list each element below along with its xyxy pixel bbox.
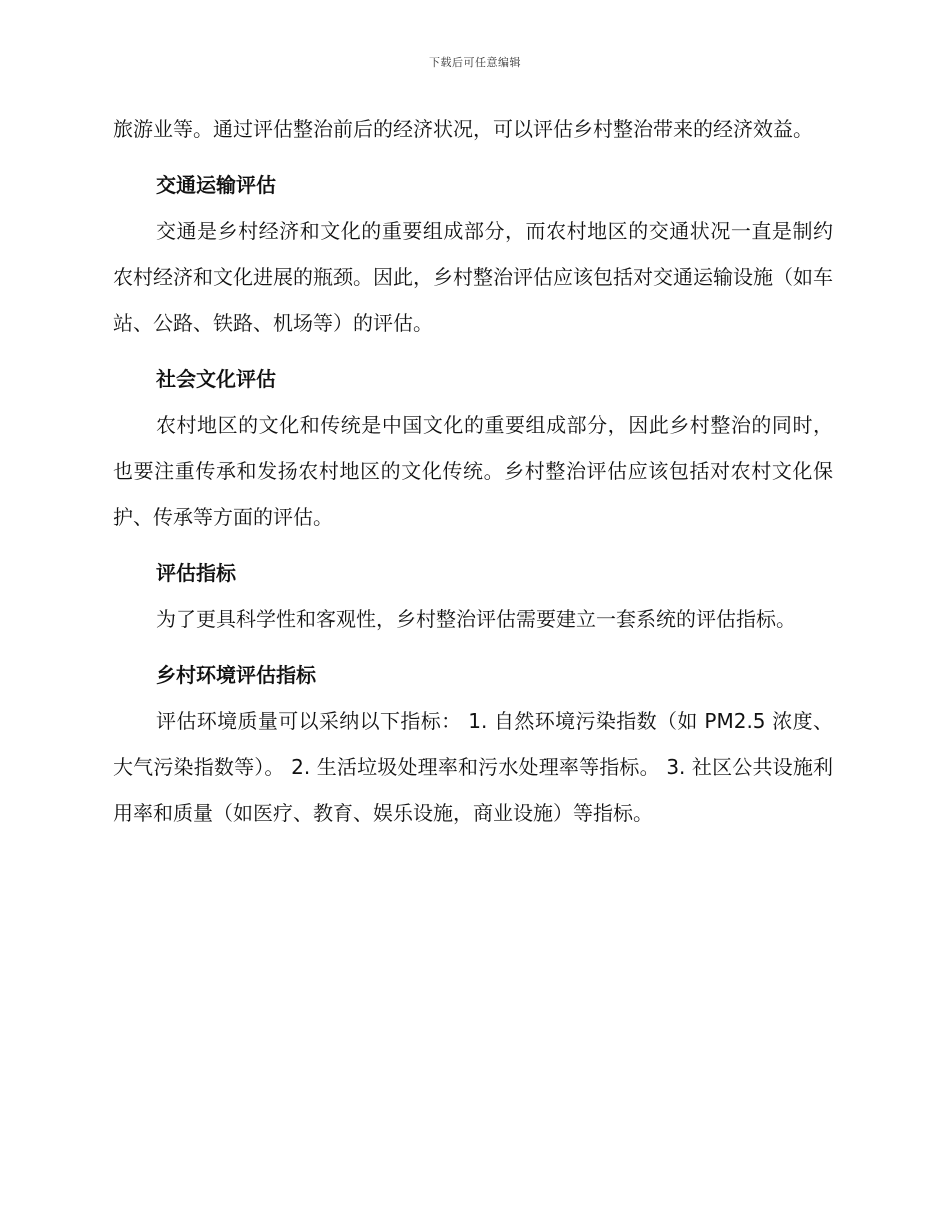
paragraph-environment-indicators: 评估环境质量可以采纳以下指标： 1. 自然环境污染指数（如 PM2.5 浓度、大气污染指数等）。 2. 生活垃圾处理率和污水处理率等指标。 3. 社区公共设施利用率和质量（如医疗、教育、娱乐设施，商业设施）等指标。 (113, 709, 833, 825)
paragraph-economic-benefit: 旅游业等。通过评估整治前后的经济状况，可以评估乡村整治带来的经济效益。 (113, 117, 813, 141)
paragraph-transport: 交通是乡村经济和文化的重要组成部分，而农村地区的交通状况一直是制约农村经济和文化进展的瓶颈。因此，乡村整治评估应该包括对交通运输设施（如车站、公路、铁路、机场等）的评估。 (113, 219, 833, 335)
heading-transport-assessment: 交通运输评估 (156, 173, 276, 197)
heading-assessment-indicators: 评估指标 (156, 561, 236, 585)
heading-social-culture-assessment: 社会文化评估 (156, 367, 276, 391)
heading-rural-environment-indicators: 乡村环境评估指标 (156, 663, 316, 687)
page-header: 下载后可任意编辑 (429, 56, 521, 69)
document-body (113, 106, 833, 836)
paragraph-social-culture: 农村地区的文化和传统是中国文化的重要组成部分，因此乡村整治的同时，也要注重传承和发扬农村地区的文化传统。乡村整治评估应该包括对农村文化保护、传承等方面的评估。 (113, 413, 833, 529)
paragraph-indicators: 为了更具科学性和客观性，乡村整治评估需要建立一套系统的评估指标。 (156, 607, 796, 631)
